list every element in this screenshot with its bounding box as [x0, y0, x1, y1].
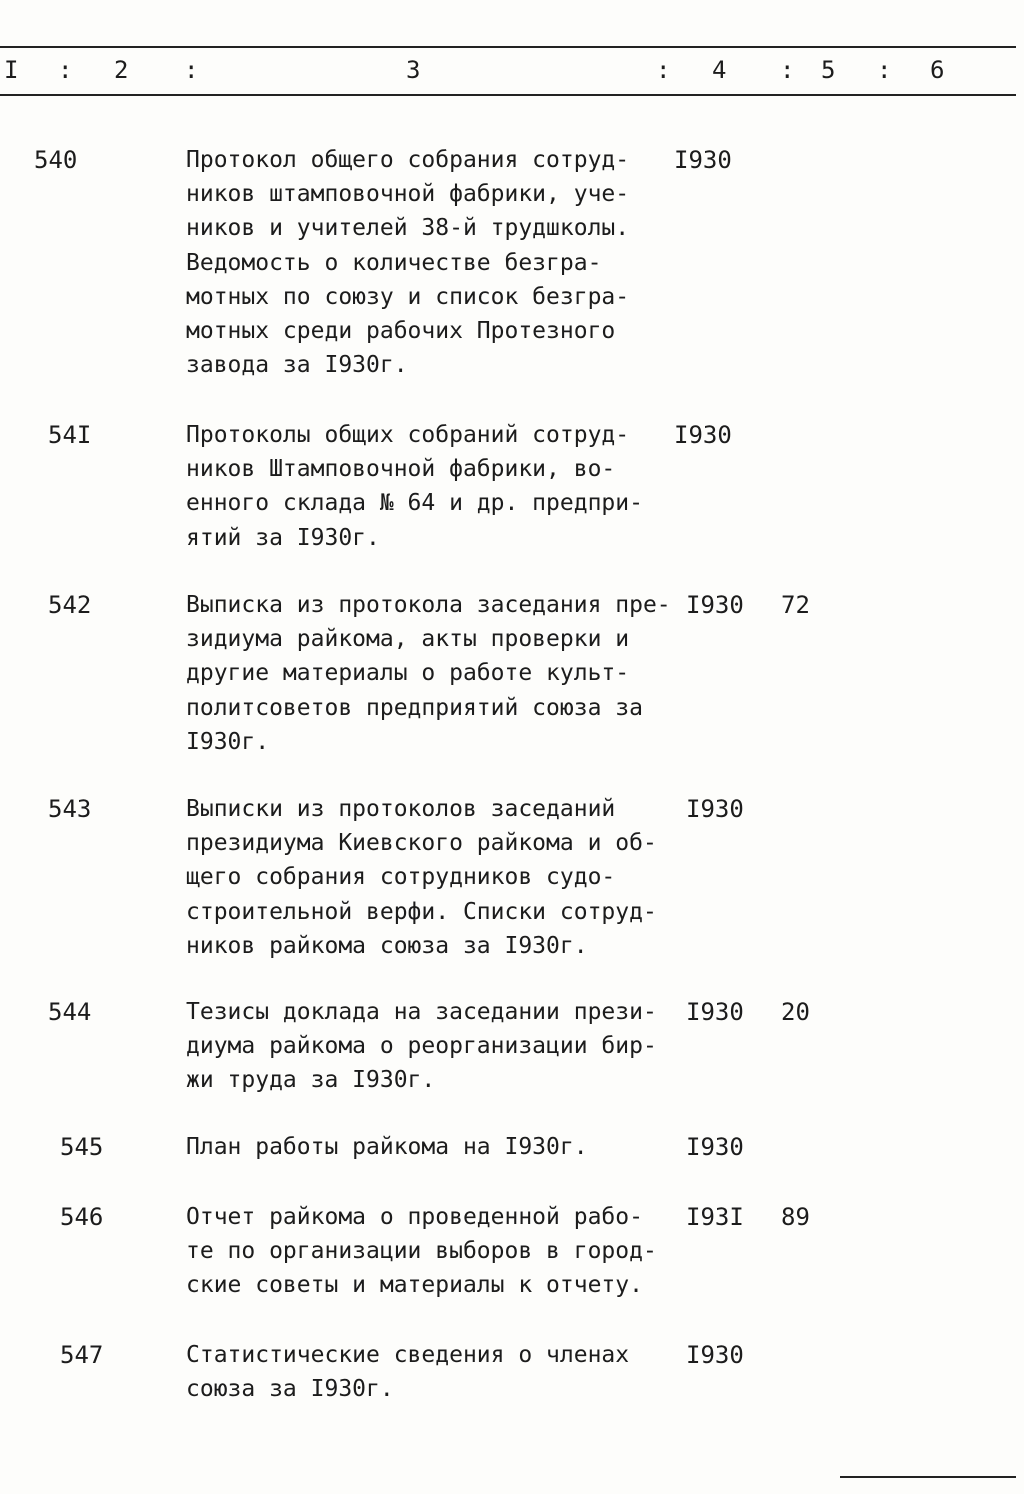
entry-description [186, 1200, 666, 1303]
entry-number: 54I [48, 421, 92, 449]
entry-year: I930 [674, 146, 732, 174]
description-line: Статистические сведения о членах [186, 1342, 630, 1368]
description-line: те по организации выборов в город- [186, 1238, 657, 1265]
description-line: Выписки из протоколов заседаний [186, 796, 616, 822]
description-line: диума райкома о реорганизации бир- [186, 1033, 657, 1060]
column-header-6: 6 [930, 56, 945, 84]
column-separator: : [877, 56, 892, 84]
description-line: ников Штамповочной фабрики, во- [186, 456, 616, 483]
entry-year: I930 [686, 795, 744, 823]
column-header-2: 2 [114, 56, 129, 84]
entry-number: 546 [60, 1203, 104, 1231]
column-header-3: 3 [406, 56, 421, 84]
description-line: другие материалы о работе культ- [186, 660, 630, 687]
entry-number: 544 [48, 998, 92, 1026]
description-line: ятий за I930г. [186, 524, 380, 551]
description-line: Ведомость о количестве безгра- [186, 249, 602, 276]
description-line: зидиума райкома, акты проверки и [186, 626, 630, 653]
column-header-5: 5 [821, 56, 836, 84]
description-line: политсоветов предприятий союза за [186, 694, 643, 721]
description-line: щего собрания сотрудников судо- [186, 864, 616, 891]
entry-description [186, 995, 666, 1098]
description-line: ников райкома союза за I930г. [186, 932, 588, 959]
entry-number: 545 [60, 1133, 104, 1161]
entry-description [186, 1130, 666, 1164]
description-line: Отчет райкома о проведенной рабо- [186, 1204, 643, 1230]
entry-sheet-count: 72 [781, 591, 810, 619]
description-line: Протоколы общих собраний сотруд- [186, 422, 630, 448]
entry-year: I930 [674, 421, 732, 449]
entry-year: I930 [686, 1341, 744, 1369]
entry-number: 543 [48, 795, 92, 823]
entry-number: 540 [34, 146, 78, 174]
entry-description [186, 588, 671, 759]
page-bottom-rule [840, 1476, 1016, 1478]
description-line: Тезисы доклада на заседании прези- [186, 999, 657, 1025]
entry-number: 542 [48, 591, 92, 619]
entry-number: 547 [60, 1341, 104, 1369]
description-line: союза за I930г. [186, 1376, 394, 1403]
entry-description [186, 1338, 666, 1406]
entry-description [186, 792, 666, 963]
column-header-4: 4 [712, 56, 727, 84]
description-line: ников штамповочной фабрики, уче- [186, 181, 630, 208]
description-line: I930г. [186, 728, 270, 755]
description-line: жи труда за I930г. [186, 1067, 436, 1094]
description-line: мотных по союзу и список безгра- [186, 283, 630, 310]
header-top-rule [0, 46, 1016, 48]
column-header-1: I [4, 56, 19, 84]
entry-description [186, 143, 666, 382]
entry-year: I930 [686, 591, 744, 619]
description-line: строительной верфи. Списки сотруд- [186, 898, 657, 925]
entry-sheet-count: 20 [781, 998, 810, 1026]
description-line: енного склада № 64 и др. предпри- [186, 490, 643, 517]
description-line: ские советы и материалы к отчету. [186, 1272, 643, 1299]
column-separator: : [656, 56, 671, 84]
column-separator: : [58, 56, 73, 84]
description-line: президиума Киевского райкома и об- [186, 830, 657, 857]
description-line: ников и учителей 38-й трудшколы. [186, 215, 630, 242]
description-line: План работы райкома на I930г. [186, 1134, 588, 1160]
entry-year: I930 [686, 998, 744, 1026]
entry-year: I930 [686, 1133, 744, 1161]
entry-description [186, 418, 666, 555]
entry-sheet-count: 89 [781, 1203, 810, 1231]
column-separator: : [780, 56, 795, 84]
description-line: Выписка из протокола заседания пре- [186, 592, 671, 618]
header-bottom-rule [0, 94, 1016, 96]
column-separator: : [184, 56, 199, 84]
description-line: завода за I930г. [186, 352, 408, 379]
description-line: Протокол общего собрания сотруд- [186, 147, 630, 173]
description-line: мотных среди рабочих Протезного [186, 318, 616, 345]
entry-year: I93I [686, 1203, 744, 1231]
